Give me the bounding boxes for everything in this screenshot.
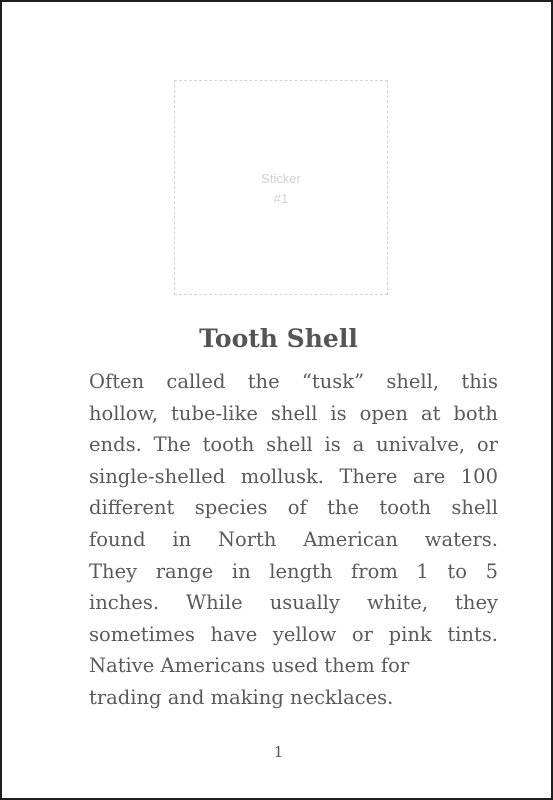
page-number: 1	[273, 743, 284, 761]
sticker-label-text: Sticker	[261, 170, 301, 186]
body-line: Native Americans used them for	[89, 654, 410, 678]
sticker-number: #1	[273, 190, 289, 206]
body-line: They range in length from 1 to 5	[89, 559, 498, 583]
body-line: inches. While usually white, they	[89, 591, 498, 615]
body-line: trading and making necklaces.	[89, 685, 394, 709]
body-line: ends. The tooth shell is a univalve, or	[89, 433, 498, 457]
body-line: sometimes have yellow or pink tints.	[89, 622, 498, 646]
body-line: found in North American waters.	[89, 527, 498, 551]
body-line: Often called the “tusk” shell, this	[89, 370, 498, 393]
sticker-placeholder	[174, 80, 388, 295]
body-line: single-shelled mollusk. There are 100	[89, 464, 498, 488]
page-title: Tooth Shell	[199, 324, 358, 353]
body-paragraph	[89, 366, 498, 714]
body-line: different species of the tooth shell	[89, 496, 498, 520]
body-line: hollow, tube-like shell is open at both	[89, 401, 498, 425]
